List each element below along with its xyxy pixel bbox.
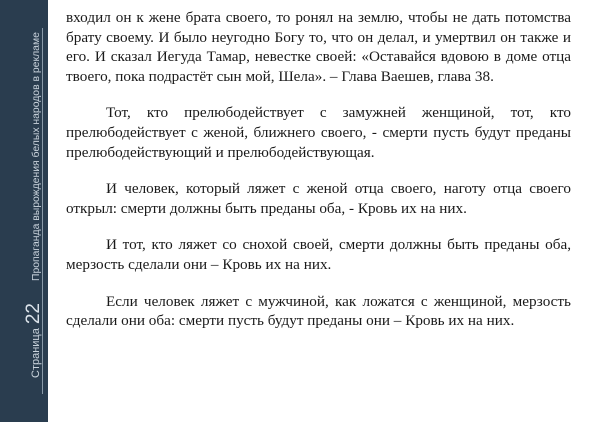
sidebar-caption (23, 32, 45, 378)
paragraph: Тот, кто прелюбодействует с замужней женщиной, тот, кто прелюбодействует с женой, ближнего своего, - смерти пусть будут преданы прелюбодействующий и прелюбодействующая. (66, 104, 571, 161)
page-number: 22 (23, 303, 44, 325)
paragraph: Если человек ляжет с мужчиной, как ложатся с женщиной, мерзость сделали они оба: смерти пусть будут преданы они – Кровь их на них. (66, 292, 571, 330)
paragraph: И тот, кто ляжет со снохой своей, смерти должны быть преданы оба, мерзость сделали они – Кровь их на них. (66, 236, 571, 273)
page-label: Страница (30, 328, 42, 378)
document-title: Пропаганда вырождения белых народов в рекламе (31, 32, 42, 281)
paragraph: входил он к жене брата своего, то ронял на землю, чтобы не дать потомства брату своему. И было неугодно Богу то, что он делал, и умертвил он также и его. И сказал Иегуда Тамар, невестке своей: «Оставайся вдовою в доме отца твоего, пока подрастёт сын мой, Шела». – Глава Ваешев, глава 38. (66, 9, 571, 85)
page-body (66, 8, 571, 348)
page-sidebar (0, 0, 48, 422)
paragraph: И человек, который ляжет с женой отца своего, наготу отца своего открыл: смерти должны быть преданы оба, - Кровь их на них. (66, 180, 571, 217)
